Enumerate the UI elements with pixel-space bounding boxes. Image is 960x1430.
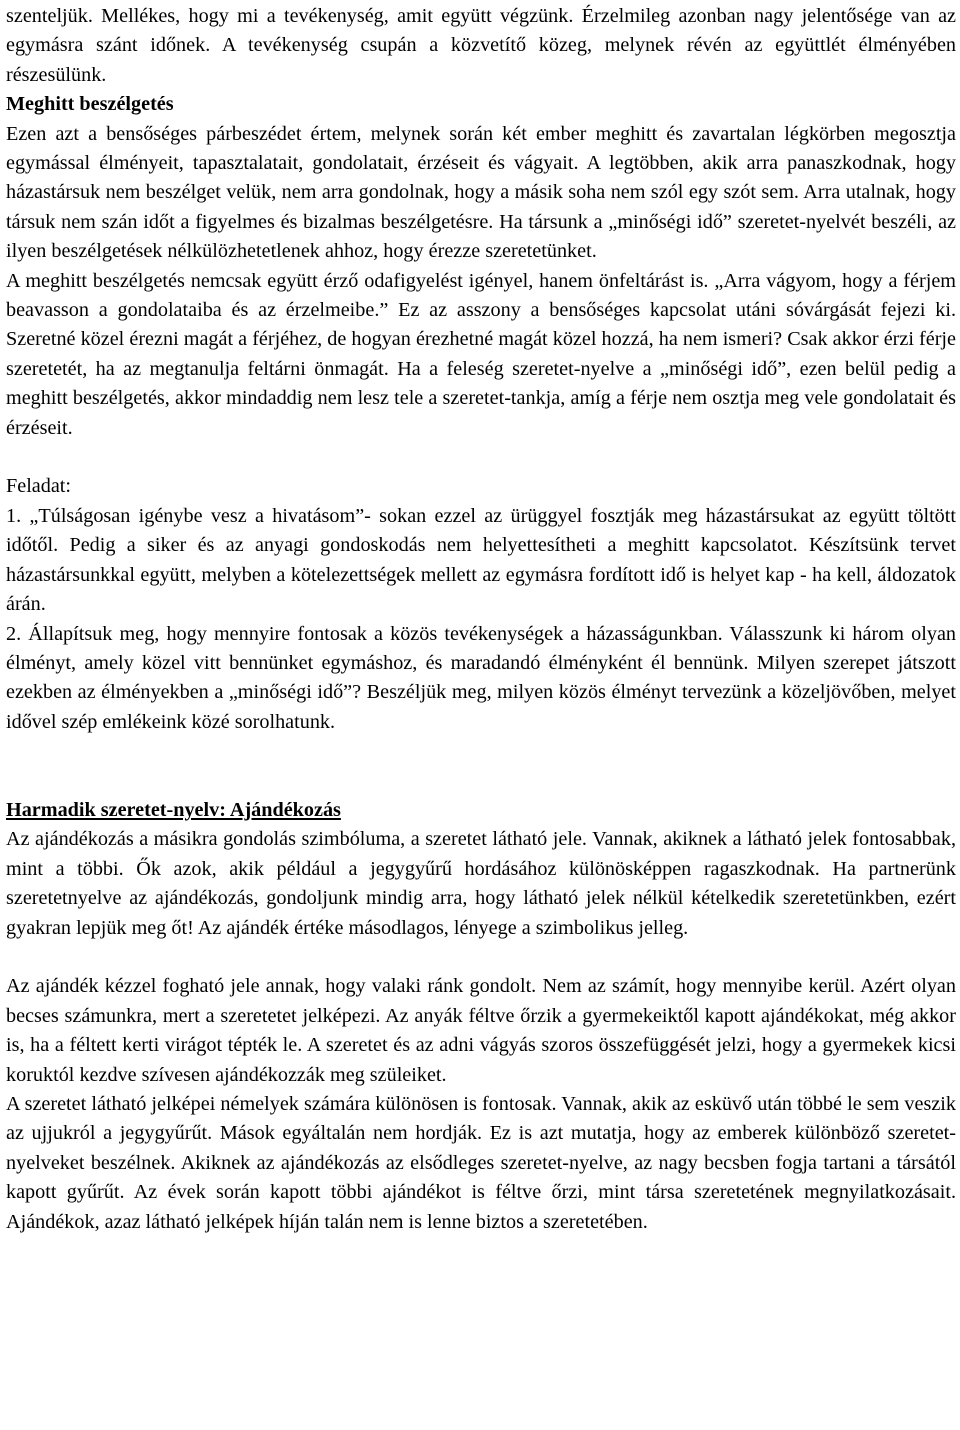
paragraph: Az ajándékozás a másikra gondolás szimbóluma, a szeretet látható jele. Vannak, akiknek a látható jelek fontosabbak, mint a többi. Ők azok, akik például a jegygyűrű hordásához különösképpen ragaszkodnak. Ha partnerünk szeretetnyelve az ajándékozás, gondoljunk mindig arra, hogy látható jelek nélkül kételkedik szeretetünkben, ezért gyakran lepjük meg őt! Az ajándék értéke másodlagos, lényege a szimbolikus jelleg.	[6, 828, 956, 939]
paragraph: Az ajándék kézzel fogható jele annak, hogy valaki ránk gondolt. Nem az számít, hogy mennyibe kerül. Azért olyan becses számunkra, mert a szeretetet jelképezi. Az anyák féltve őrzik a gyermekeiktől kapott ajándékokat, még akkor is, ha a féltett kerti virágot tépték le. A szeretet és az adni vágyás szoros összefüggését jelzi, hogy a gyermekek kicsi koruktól kezdve szívesen ajándékozzák meg szüleiket.	[6, 975, 956, 1086]
spacer	[6, 767, 956, 796]
task-label: Feladat:	[6, 475, 72, 498]
spacer	[6, 443, 956, 472]
section-heading-ajandekozas: Harmadik szeretet-nyelv: Ajándékozás	[6, 798, 341, 821]
task-item-2: 2. Állapítsuk meg, hogy mennyire fontosak a közös tevékenységek a házasságunkban. Válasszunk ki három olyan élményt, amely közel vitt bennünket egymáshoz, és maradandó élményként él bennünk. Milyen szerepet játszott ezekben az élményekben a „minőségi idő”? Beszéljük meg, milyen közös élményt tervezünk a közeljövőben, melyet idővel szép emlékeink közé sorolhatunk.	[6, 622, 956, 733]
paragraph: Ezen azt a bensőséges párbeszédet értem, melynek során két ember meghitt és zavartalan légkörben megosztja egymással élményeit, tapasztalatait, gondolatait, érzéseit és vágyait. A legtöbben, akik arra panaszkodnak, hogy házastársuk nem beszélget velük, nem arra gondolnak, hogy a másik soha nem szól egy szót sem. Arra utalnak, hogy társuk nem szán időt a figyelmes és bizalmas beszélgetésre. Ha társunk a „minőségi idő” szeretet-nyelvét beszéli, az ilyen beszélgetések nélkülözhetetlenek ahhoz, hogy érezze szeretetünket.	[6, 122, 956, 263]
spacer	[6, 943, 956, 972]
spacer	[6, 737, 956, 766]
task-item-1: 1. „Túlságosan igénybe vesz a hivatásom”- sokan ezzel az ürüggyel fosztják meg házastársukat az együtt töltött időtől. Pedig a siker és az anyagi gondoskodás nem helyettesítheti a meghitt kapcsolatot. Készítsünk tervet házastársunkkal együtt, melyben a kötelezettségek mellett az egymásra fordított idő is helyet kap - ha kell, áldozatok árán.	[6, 504, 956, 616]
paragraph: A szeretet látható jelképei némelyek számára különösen is fontosak. Vannak, akik az esküvő után többé le sem veszik az ujjukról a jegygyűrűt. Mások egyáltalán nem hordják. Ez is azt mutatja, hogy az emberek különböző szeretet-nyelveket beszélnek. Akiknek az ajándékozás az elsődleges szeretet-nyelve, az nagy becsben fogja tartani a társától kapott gyűrűt. Az évek során kapott többi ajándékot is féltve őrzi, mint társa szeretetének megnyilatkozásait. Ajándékok, azaz látható jelképek híján talán nem is lenne biztos a szeretetében.	[6, 1092, 956, 1233]
section-heading-meghitt-beszelgetes: Meghitt beszélgetés	[6, 93, 174, 116]
document-text	[6, 2, 956, 1237]
paragraph: A meghitt beszélgetés nemcsak együtt érző odafigyelést igényel, hanem önfeltárást is. „Arra vágyom, hogy a férjem beavasson a gondolataiba és az érzelmeibe.” Ez az asszony a bensőséges kapcsolat utáni sóvárgását fejezi ki. Szeretné közel érezni magát a férjéhez, de hogyan érezhetné magát közel hozzá, ha nem ismeri? Csak akkor érzi férje szeretetét, ha az megtanulja feltárni önmagát. Ha a feleség szeretet-nyelve a „minőségi idő”, ezen belül pedig a meghitt beszélgetés, akkor mindaddig nem lesz tele a szeretet-tankja, amíg a férje nem osztja meg vele gondolatait és érzéseit.	[6, 269, 956, 439]
intro-paragraph: szenteljük. Mellékes, hogy mi a tevékenység, amit együtt végzünk. Érzelmileg azonban nagy jelentősége van az egymásra szánt időnek. A tevékenység csupán a közvetítő közeg, melynek révén az együttlét élményében részesülünk.	[6, 5, 956, 86]
